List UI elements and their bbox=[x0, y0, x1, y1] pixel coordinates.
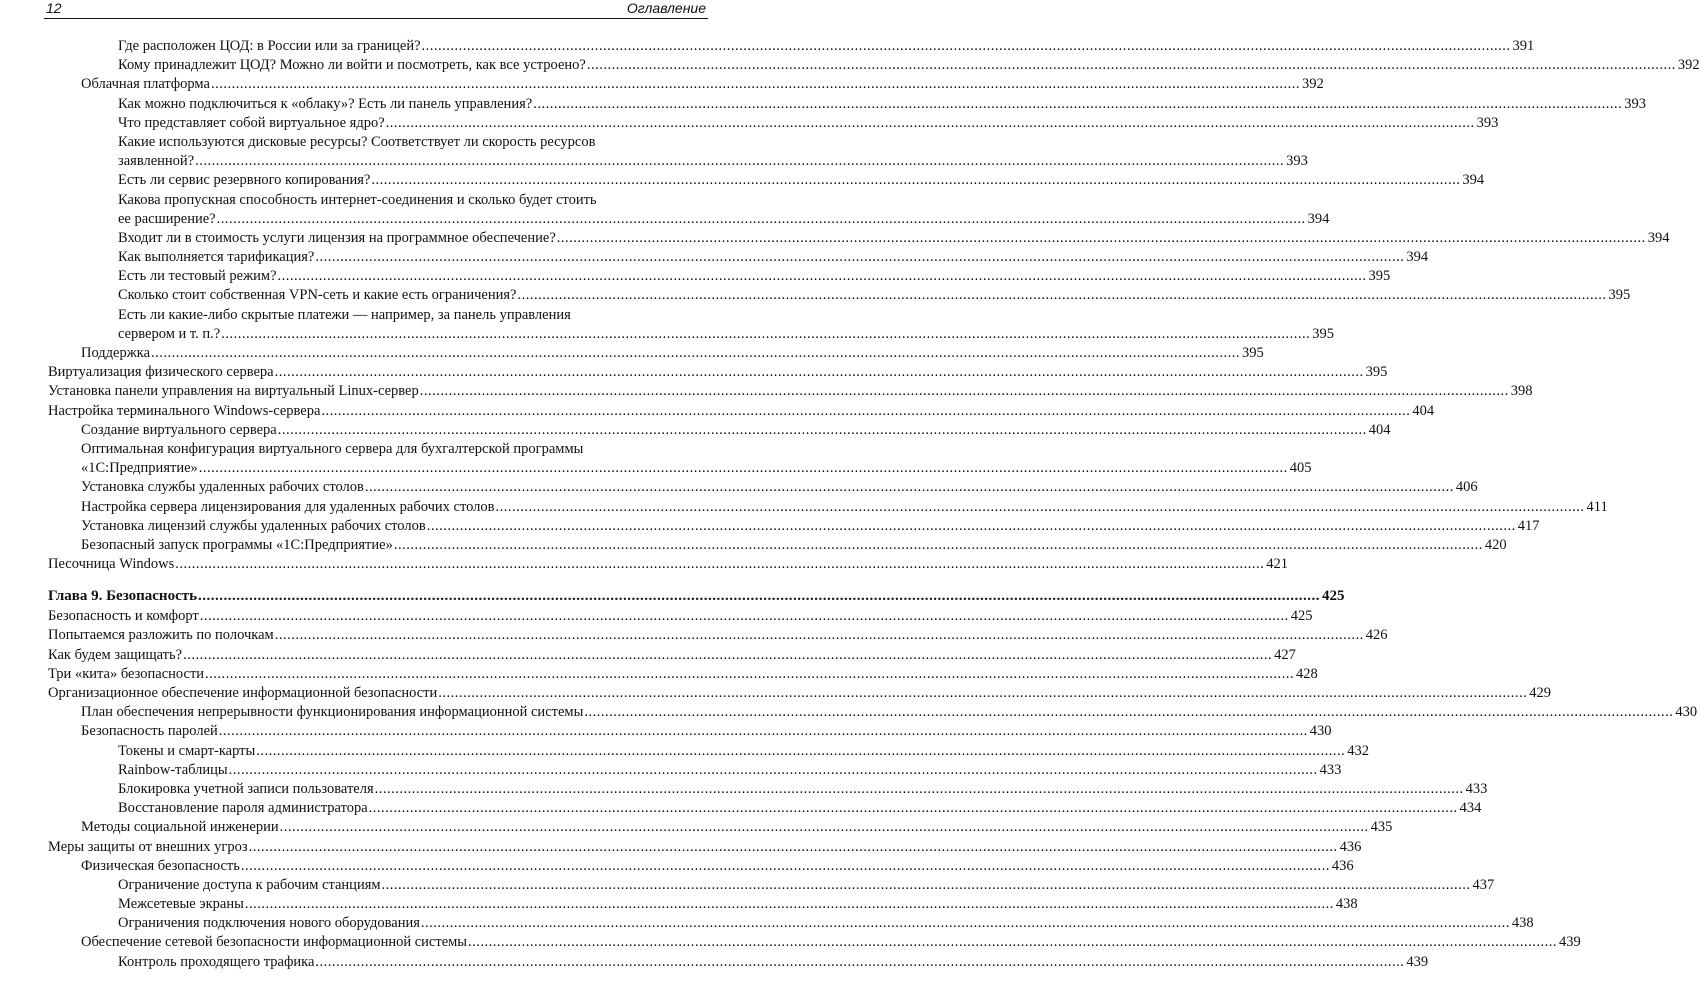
toc-page-number: 411 bbox=[1586, 498, 1608, 515]
toc-entry bbox=[48, 267, 1391, 286]
dot-leader bbox=[584, 703, 1673, 722]
dot-leader bbox=[275, 626, 1364, 645]
toc-page-number: 394 bbox=[1647, 229, 1670, 246]
toc-entry bbox=[48, 171, 1485, 190]
toc-entry bbox=[48, 402, 1435, 421]
toc-entry-title: Организационное обеспечение информационной безопасности bbox=[48, 685, 438, 701]
toc-entry-title-first-line: Оптимальная конфигурация виртуального сервера для бухгалтерской программы bbox=[81, 440, 584, 457]
toc-entry-title: Обеспечение сетевой безопасности информационной системы bbox=[81, 934, 468, 951]
toc-page-number: 398 bbox=[1510, 383, 1533, 400]
dot-leader bbox=[275, 363, 1364, 382]
toc-entry bbox=[48, 363, 1388, 382]
dot-leader bbox=[438, 684, 1527, 703]
toc-entry-title: Виртуализация физического сервера bbox=[48, 364, 274, 381]
toc-entry-title: Настройка терминального Windows-сервера bbox=[48, 402, 321, 419]
dot-leader bbox=[315, 953, 1404, 972]
dot-leader bbox=[217, 210, 1306, 229]
dot-leader bbox=[421, 914, 1510, 933]
toc-entry-title: Ограничение доступа к рабочим станциям bbox=[118, 876, 381, 893]
toc-page-number: 425 bbox=[1290, 608, 1313, 625]
toc-page-number: 393 bbox=[1476, 114, 1499, 131]
toc-entry-title: Сколько стоит собственная VPN-сеть и какие есть ограничения? bbox=[118, 287, 517, 304]
toc-entry-title: Rainbow-таблицы bbox=[118, 761, 228, 778]
toc-entry bbox=[48, 114, 1499, 133]
dot-leader bbox=[517, 286, 1606, 305]
toc-page-number: 439 bbox=[1406, 953, 1429, 970]
toc-entry-title: Как будем защищать? bbox=[48, 646, 183, 663]
toc-entry bbox=[48, 191, 1330, 229]
dot-leader bbox=[557, 229, 1646, 248]
toc-entry bbox=[48, 75, 1324, 94]
toc-entry-title: заявленной? bbox=[118, 153, 195, 170]
dot-leader bbox=[422, 37, 1511, 56]
toc-page-number: 395 bbox=[1312, 325, 1334, 342]
toc-entry-title: Блокировка учетной записи пользователя bbox=[118, 780, 374, 797]
dot-leader bbox=[211, 75, 1300, 94]
toc-entry-title-first-line: Есть ли какие-либо скрытые платежи — например, за панель управления bbox=[118, 306, 571, 323]
toc-entry-title: Методы социальной инженерии bbox=[81, 819, 279, 836]
toc-entry-title: Ограничения подключения нового оборудования bbox=[118, 915, 420, 932]
toc-entry-title: Меры защиты от внешних угроз bbox=[48, 838, 248, 855]
toc-entry bbox=[48, 517, 1540, 536]
toc-entry-title: Как выполняется тарификация? bbox=[118, 249, 315, 266]
toc-entry-title: «1С:Предприятие» bbox=[81, 460, 198, 477]
toc-entry bbox=[48, 665, 1318, 684]
toc-page-number: 395 bbox=[1368, 268, 1391, 285]
toc-page-number: 393 bbox=[1624, 95, 1646, 112]
toc-entry bbox=[48, 498, 1608, 517]
toc-page-number: 430 bbox=[1309, 723, 1332, 740]
toc-page-number: 391 bbox=[1512, 38, 1535, 54]
dot-leader bbox=[183, 646, 1272, 665]
toc-entry bbox=[48, 914, 1534, 933]
toc-entry bbox=[48, 286, 1631, 305]
toc-entry-title-first-line: Какие используются дисковые ресурсы? Соответствует ли скорость ресурсов bbox=[118, 133, 596, 150]
toc-entry bbox=[48, 876, 1495, 895]
toc-page-number: 404 bbox=[1412, 402, 1435, 419]
dot-leader bbox=[468, 933, 1557, 952]
toc-page-number: 394 bbox=[1307, 210, 1330, 227]
toc-entry-title: Попытаемся разложить по полочкам bbox=[48, 627, 274, 644]
dot-leader bbox=[365, 478, 1454, 497]
toc-page-number: 434 bbox=[1459, 800, 1482, 817]
dot-leader bbox=[256, 742, 1345, 761]
toc-entry-title-first-line: Какова пропускная способность интернет-соединения и сколько будет стоить bbox=[118, 191, 597, 208]
dot-leader bbox=[219, 722, 1308, 741]
toc-chapter-heading bbox=[48, 586, 1345, 607]
running-title: Оглавление bbox=[626, 0, 706, 16]
toc-entry-title: Установка панели управления на виртуальный Linux-сервер bbox=[48, 383, 419, 400]
toc-page-number: 435 bbox=[1370, 819, 1393, 836]
toc-page-number: 438 bbox=[1511, 915, 1534, 932]
page-number: 12 bbox=[46, 0, 62, 16]
toc-entry-title: Установка службы удаленных рабочих столов bbox=[81, 479, 364, 496]
toc-page-number: 421 bbox=[1266, 556, 1288, 573]
dot-leader bbox=[420, 382, 1509, 401]
toc-entry-title: Есть ли тестовый режим? bbox=[118, 268, 277, 285]
toc-page-number: 433 bbox=[1465, 780, 1488, 797]
toc-entry bbox=[48, 56, 1700, 75]
dot-leader bbox=[195, 152, 1284, 171]
toc-page-number: 436 bbox=[1339, 838, 1362, 855]
toc-page-number: 425 bbox=[1322, 588, 1345, 605]
dot-leader bbox=[229, 761, 1318, 780]
toc-page-number: 427 bbox=[1274, 646, 1296, 663]
toc-entry bbox=[48, 933, 1581, 952]
toc-page-number: 394 bbox=[1462, 172, 1485, 189]
toc-entry-title: Токены и смарт-карты bbox=[118, 742, 256, 759]
toc-page-number: 433 bbox=[1319, 761, 1342, 778]
toc-entry bbox=[48, 133, 1308, 171]
table-of-contents bbox=[48, 37, 1700, 972]
toc-page-number: 429 bbox=[1529, 685, 1551, 701]
toc-entry bbox=[48, 440, 1312, 478]
toc-page-number: 406 bbox=[1455, 479, 1478, 496]
toc-page-number: 439 bbox=[1559, 934, 1581, 951]
toc-page-number: 404 bbox=[1368, 421, 1391, 438]
dot-leader bbox=[278, 267, 1367, 286]
toc-entry-title: План обеспечения непрерывности функционирования информационной системы bbox=[81, 704, 584, 721]
toc-page-number: 395 bbox=[1242, 345, 1264, 361]
toc-entry bbox=[48, 344, 1264, 363]
toc-page-number: 426 bbox=[1365, 627, 1388, 644]
toc-page-number: 430 bbox=[1675, 704, 1698, 721]
toc-page-number: 392 bbox=[1677, 57, 1700, 74]
dot-leader bbox=[386, 114, 1475, 133]
toc-entry-title: Кому принадлежит ЦОД? Можно ли войти и посмотреть, как все устроено? bbox=[118, 57, 586, 74]
toc-entry bbox=[48, 607, 1313, 626]
toc-entry bbox=[48, 953, 1429, 972]
toc-page-number: 432 bbox=[1347, 742, 1369, 759]
toc-entry-title: Три «кита» безопасности bbox=[48, 665, 205, 682]
toc-entry-title: Межсетевые экраны bbox=[118, 896, 244, 913]
toc-entry-title: Установка лицензий службы удаленных рабочих столов bbox=[81, 517, 426, 534]
dot-leader bbox=[427, 517, 1516, 536]
toc-entry-title: Поддержка bbox=[81, 345, 151, 361]
toc-entry bbox=[48, 895, 1358, 914]
dot-leader bbox=[278, 421, 1367, 440]
dot-leader bbox=[200, 607, 1289, 626]
toc-page-number: 392 bbox=[1301, 76, 1324, 93]
toc-page-number: 438 bbox=[1335, 896, 1358, 913]
toc-entry bbox=[48, 761, 1342, 780]
dot-leader bbox=[394, 536, 1483, 555]
toc-entry bbox=[48, 248, 1429, 267]
toc-entry-title: Облачная платформа bbox=[81, 76, 210, 93]
dot-leader bbox=[245, 895, 1334, 914]
toc-entry-title: Восстановление пароля администратора bbox=[118, 800, 368, 817]
toc-entry bbox=[48, 857, 1354, 876]
toc-page-number: 395 bbox=[1608, 287, 1631, 304]
dot-leader bbox=[495, 498, 1584, 517]
toc-entry bbox=[48, 742, 1369, 761]
dot-leader bbox=[587, 56, 1676, 75]
toc-entry-title: Безопасный запуск программы «1С:Предприятие» bbox=[81, 536, 393, 553]
dot-leader bbox=[321, 402, 1410, 421]
toc-entry-title: Входит ли в стоимость услуги лицензия на программное обеспечение? bbox=[118, 229, 556, 246]
toc-entry-title: Что представляет собой виртуальное ядро? bbox=[118, 114, 385, 131]
toc-entry bbox=[48, 382, 1533, 401]
toc-entry bbox=[48, 421, 1391, 440]
toc-entry-title: Есть ли сервис резервного копирования? bbox=[118, 172, 371, 189]
toc-page-number: 428 bbox=[1296, 665, 1318, 682]
toc-entry bbox=[48, 555, 1288, 574]
toc-entry-title: Песочница Windows bbox=[48, 556, 175, 573]
toc-entry bbox=[48, 646, 1296, 665]
dot-leader bbox=[315, 248, 1404, 267]
toc-entry-title: Контроль проходящего трафика bbox=[118, 953, 315, 970]
toc-entry bbox=[48, 95, 1646, 114]
toc-page-number: 405 bbox=[1289, 460, 1312, 477]
toc-entry bbox=[48, 536, 1507, 555]
header-rule bbox=[44, 18, 708, 19]
dot-leader bbox=[369, 799, 1458, 818]
toc-entry bbox=[48, 838, 1362, 857]
dot-leader bbox=[249, 838, 1338, 857]
toc-entry bbox=[48, 626, 1388, 645]
toc-page-number: 437 bbox=[1472, 876, 1495, 893]
toc-entry bbox=[48, 478, 1478, 497]
toc-entry-title: Безопасность паролей bbox=[81, 723, 218, 740]
toc-entry bbox=[48, 37, 1535, 56]
toc-entry bbox=[48, 703, 1698, 722]
dot-leader bbox=[199, 459, 1288, 478]
toc-entry bbox=[48, 306, 1334, 344]
dot-leader bbox=[175, 555, 1264, 574]
toc-page-number: 436 bbox=[1331, 857, 1354, 874]
toc-entry-title: Как можно подключиться к «облаку»? Есть ли панель управления? bbox=[118, 95, 533, 112]
toc-entry-title: Безопасность и комфорт bbox=[48, 608, 199, 625]
toc-entry bbox=[48, 799, 1482, 818]
dot-leader bbox=[280, 818, 1369, 837]
toc-entry-title: Создание виртуального сервера bbox=[81, 421, 277, 438]
dot-leader bbox=[241, 857, 1330, 876]
toc-page-number: 394 bbox=[1406, 249, 1429, 266]
page-header bbox=[0, 0, 710, 18]
dot-leader bbox=[151, 344, 1240, 363]
toc-entry-title: Где расположен ЦОД: в России или за границей? bbox=[118, 38, 421, 54]
toc-entry-title: Глава 9. Безопасность bbox=[48, 588, 198, 605]
toc-entry-title: Настройка сервера лицензирования для удаленных рабочих столов bbox=[81, 498, 495, 515]
toc-entry bbox=[48, 684, 1551, 703]
toc-page-number: 395 bbox=[1365, 364, 1388, 381]
dot-leader bbox=[371, 171, 1460, 190]
dot-leader bbox=[198, 586, 1320, 607]
dot-leader bbox=[205, 665, 1294, 684]
toc-page-number: 420 bbox=[1484, 536, 1507, 553]
toc-page-number: 417 bbox=[1517, 517, 1540, 534]
dot-leader bbox=[375, 780, 1464, 799]
toc-entry-title: сервером и т. п.? bbox=[118, 325, 221, 342]
toc-entry-title: ее расширение? bbox=[118, 210, 216, 227]
dot-leader bbox=[221, 325, 1310, 344]
toc-page-number: 393 bbox=[1286, 153, 1308, 170]
dot-leader bbox=[382, 876, 1471, 895]
toc-entry bbox=[48, 780, 1488, 799]
toc-entry bbox=[48, 722, 1332, 741]
dot-leader bbox=[533, 95, 1622, 114]
toc-entry-title: Физическая безопасность bbox=[81, 857, 240, 874]
toc-entry bbox=[48, 818, 1393, 837]
toc-entry bbox=[48, 229, 1670, 248]
